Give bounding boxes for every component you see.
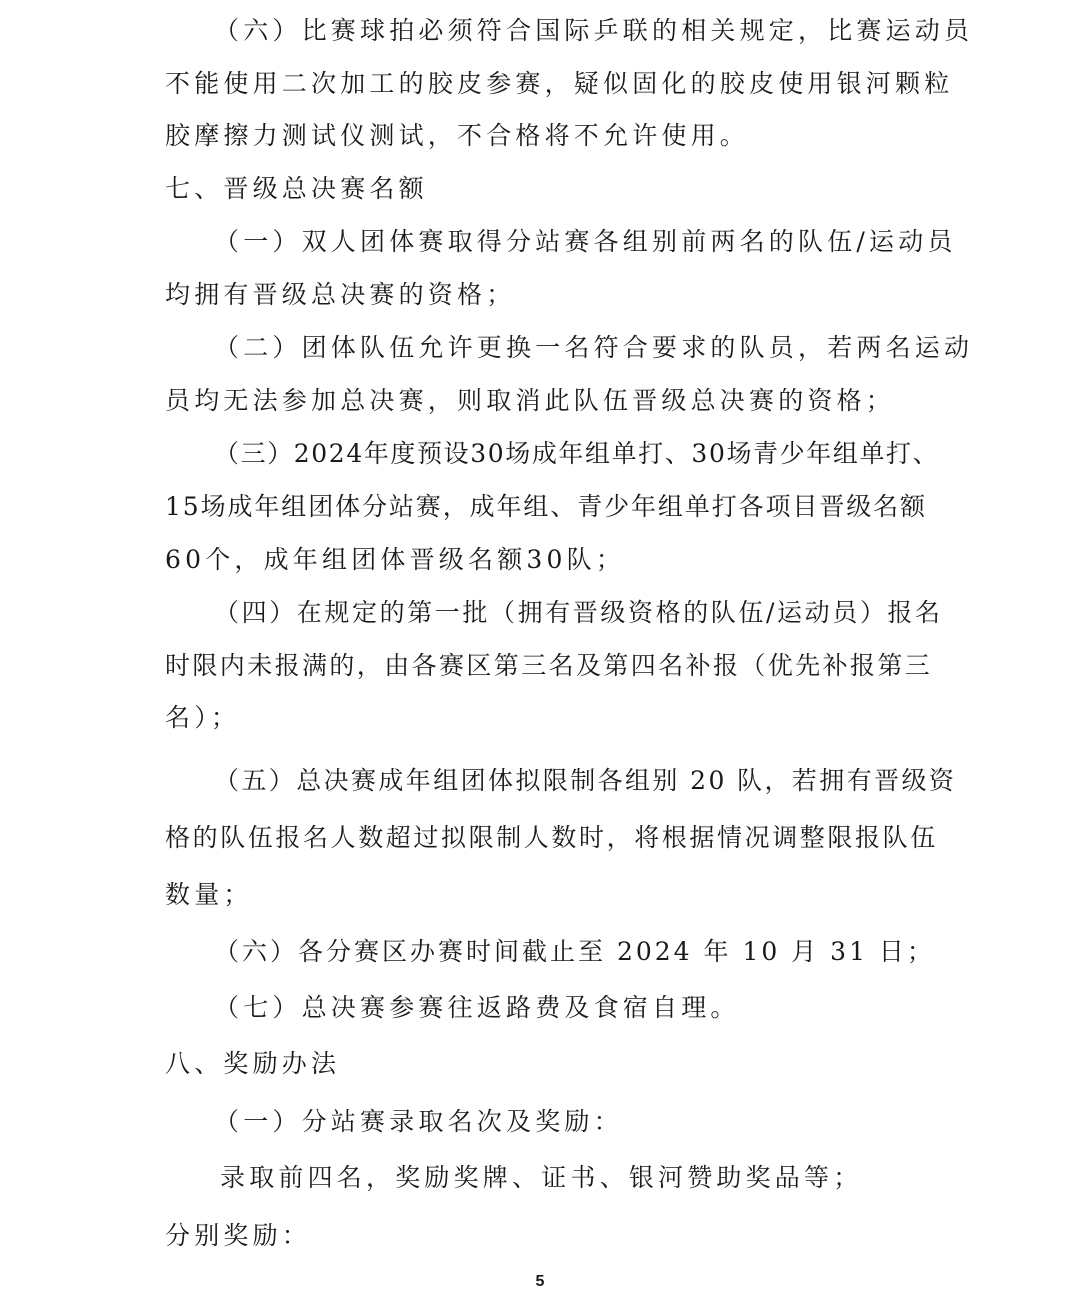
text-line: 时限内未报满的，由各赛区第三名及第四名补报（优先补报第三 — [165, 651, 933, 680]
text-line: （一）分站赛录取名次及奖励： — [214, 1107, 623, 1136]
text-line: 名）； — [165, 703, 241, 732]
text-line: 员均无法参加总决赛，则取消此队伍晋级总决赛的资格； — [165, 386, 896, 415]
text-line: （三）2024年度预设30场成年组单打、30场青少年组单打、 — [214, 439, 940, 468]
page-number: 5 — [535, 1273, 545, 1290]
text-line: （六）各分赛区办赛时间截止至 2024 年 10 月 31 日； — [214, 937, 935, 966]
text-line: 格的队伍报名人数超过拟限制人数时，将根据情况调整限报队伍 — [165, 823, 938, 852]
text-line: （五）总决赛成年组团体拟限制各组别 20 队，若拥有晋级资 — [214, 766, 957, 795]
text-line: 均拥有晋级总决赛的资格； — [165, 280, 516, 309]
section-heading: 七、晋级总决赛名额 — [165, 174, 428, 203]
text-line: （二）团体队伍允许更换一名符合要求的队员，若两名运动 — [214, 333, 974, 362]
text-line: 分别奖励： — [165, 1221, 312, 1250]
text-line: （四）在规定的第一批（拥有晋级资格的队伍/运动员）报名 — [214, 598, 943, 627]
text-line: 不能使用二次加工的胶皮参赛，疑似固化的胶皮使用银河颗粒 — [165, 69, 954, 98]
text-line: （七）总决赛参赛往返路费及食宿自理。 — [214, 993, 740, 1022]
text-line: （六）比赛球拍必须符合国际乒联的相关规定，比赛运动员 — [214, 16, 974, 45]
text-line: 60个，成年组团体晋级名额30队； — [165, 545, 626, 574]
text-line: 数量； — [165, 880, 253, 909]
text-line: （一）双人团体赛取得分站赛各组别前两名的队伍/运动员 — [214, 227, 957, 256]
text-line: 胶摩擦力测试仪测试，不合格将不允许使用。 — [165, 121, 750, 150]
section-heading: 八、奖励办法 — [165, 1049, 341, 1078]
text-line: 15场成年组团体分站赛，成年组、青少年组单打各项目晋级名额 — [165, 492, 927, 521]
text-line: 录取前四名，奖励奖牌、证书、银河赞助奖品等； — [220, 1163, 863, 1192]
